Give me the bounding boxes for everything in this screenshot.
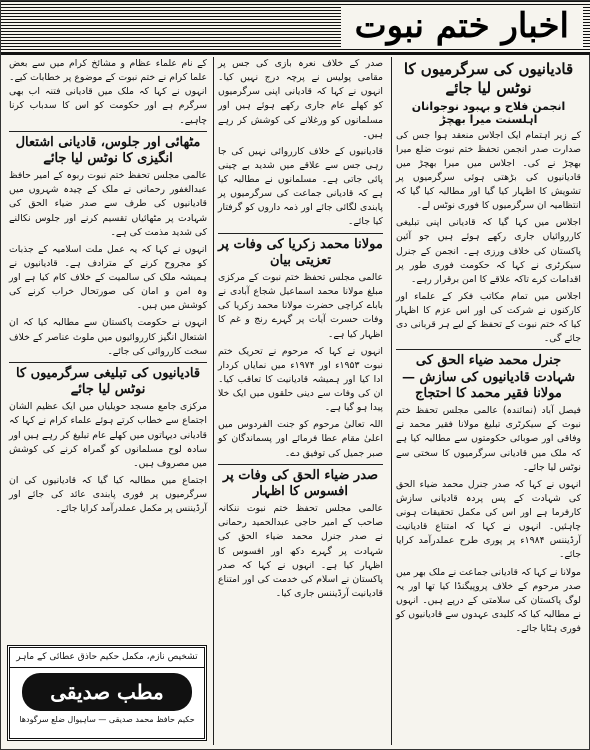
divider <box>9 131 207 132</box>
article-paragraph: اجتماع میں مطالبہ کیا گیا کہ قادیانیوں کی ان سرگرمیوں پر فوری پابندی عائد کی جائے اور آرڈیننس پر مکمل عملدرآمد کرایا جائے۔ <box>9 474 207 515</box>
right-headline-2: جنرل محمد ضیاء الحق کی شہادت قادیانیوں کی سازش — مولانا فقیر محمد کا احتجاج <box>402 353 575 401</box>
article-paragraph: عالمی مجلس تحفظ ختم نبوت ربوہ کے امیر حافظ عبدالغفور رحمانی نے ملک کے چیدہ شہروں میں قادیانیوں کی طرف سے صدر ضیاء الحق کی شہادت پر مٹھائیاں تقسیم کرنے اور جلوس نکالنے کی شدید مذمت کی ہے۔ <box>9 170 207 238</box>
article-paragraph: قادیانیوں کے خلاف کارروائی نہیں کی جا رہی جس سے علاقے میں شدید بے چینی پائی جاتی ہے۔ مسلمانوں نے مطالبہ کیا ہے کہ قادیانی جماعت کی سرگرمیوں پر پابندی لگائی جائے اور ذمہ داروں کو گرفتار کیا جائے۔ <box>218 145 383 228</box>
article-paragraph: مولانا نے کہا کہ قادیانی جماعت نے ملک بھر میں صدر مرحوم کے خلاف پروپیگنڈا کیا تھا اور یہ لوگ پاکستان کی سلامتی کے درپے ہیں۔ انہوں نے مطالبہ کیا کہ کلیدی عہدوں سے قادیانیوں کو فوری ہٹایا جائے۔ <box>396 566 581 634</box>
divider <box>218 464 383 465</box>
article-paragraph: فیصل آباد (نمائندہ) عالمی مجلس تحفظ ختم نبوت کے سیکرٹری تبلیغ مولانا فقیر محمد نے وفاقی اور صوبائی حکومتوں سے مطالبہ کیا ہے کہ ملک میں قادیانی سرگرمیوں کا سختی سے نوٹس لیا جائے۔ <box>396 405 581 473</box>
masthead-title: اخبار ختم نبوت <box>341 5 583 47</box>
ad-tagline: تشخیص نازم، مکمل حکیم حاذق عطائی کے ماہر <box>10 648 204 668</box>
article-paragraph: عالمی مجلس تحفظ ختم نبوت ننکانہ صاحب کے امیر حاجی عبدالحمید رحمانی نے صدر جنرل محمد ضیاء الحق کی شہادت پر گہرے دکھ اور افسوس کا اظہار کیا ہے۔ انہوں نے کہا کہ صدر پاکستان نے اسلام کی خدمت کی اور امتناع قادیانیت آرڈیننس جاری کیا۔ <box>218 503 383 599</box>
middle-column <box>213 57 387 745</box>
right-subhead: انجمن فلاح و بہبود نوجوانان اہلسنت میرا بھچڑ <box>411 99 566 126</box>
left-headline: مٹھائی اور جلوس، قادیانی اشتعال انگیزی کا نوٹس لیا جائے <box>15 134 201 166</box>
article-paragraph: کے نام علماء عظام و مشائخ کرام میں سے بعض علما کرام نے ختم نبوت کے موضوع پر خطابات کیے۔ انہوں نے کہا کہ ملک میں قادیانی فتنہ اب بھی سرگرم ہے اور حکومت کو اس کا سدباب کرنا چاہیے۔ <box>9 58 207 126</box>
article-paragraph: اللہ تعالیٰ مرحوم کو جنت الفردوس میں اعلیٰ مقام عطا فرمائے اور پسماندگان کو صبر جمیل کی توفیق دے۔ <box>218 419 383 459</box>
right-headline: قادیانیوں کی سرگرمیوں کا نوٹس لیا جائے <box>403 60 574 97</box>
article-paragraph: اجلاس میں تمام مکاتب فکر کے علماء اور کارکنوں نے شرکت کی اور اس عزم کا اظہار کیا کہ ختم نبوت کے تحفظ کے لیے ہر قربانی دی جائے گی۔ <box>396 290 581 345</box>
advertisement-box <box>7 645 207 741</box>
article-paragraph: عالمی مجلس تحفظ ختم نبوت کے مرکزی مبلغ مولانا محمد اسماعیل شجاع آبادی نے باباے کراچی حضرت مولانا محمد زکریا کی وفات حسرت آیات پر گہرے رنج و غم کا اظہار کیا ہے۔ <box>218 272 383 340</box>
left-column <box>5 57 211 745</box>
article-paragraph: مرکزی جامع مسجد حویلیاں میں ایک عظیم الشان اجتماع سے خطاب کرتے ہوئے علماء کرام نے کہا کہ قادیانی دیہاتوں میں کھلے عام تبلیغ کر رہے ہیں اور سادہ لوح مسلمانوں کو گمراہ کرنے کی کوشش میں مصروف ہیں۔ <box>9 401 207 469</box>
divider <box>9 362 207 363</box>
article-paragraph: اجلاس میں کہا گیا کہ قادیانی اپنی تبلیغی کارروائیاں جاری رکھے ہوئے ہیں جو آئین پاکستان کی خلاف ورزی ہے۔ انجمن کے جنرل سیکرٹری نے کہا کہ حکومت فوری طور پر اقدامات کرے تاکہ علاقے کا امن برقرار رہے۔ <box>396 217 581 285</box>
right-column <box>391 57 585 745</box>
middle-headline: مولانا محمد زکریا کی وفات پر تعزیتی بیان <box>218 236 383 268</box>
article-paragraph: انہوں نے حکومت پاکستان سے مطالبہ کیا کہ ان اشتعال انگیز کارروائیوں میں ملوث عناصر کے خلاف سخت کارروائی کی جائے۔ <box>9 317 207 357</box>
ad-logo: مطب صدیقی <box>22 673 192 711</box>
article-paragraph: کے زیر اہتمام ایک اجلاس منعقد ہوا جس کی صدارت صدر انجمن تحفظ ختم نبوت ضلع میرا بھچڑ نے کی۔ اجلاس میں میرا بھچڑ میں قادیانیوں کی بڑھتی ہوئی سرگرمیوں پر تشویش کا اظہار کیا گیا اور مطالبہ کیا گیا کہ انتظامیہ ان سرگرمیوں کا فوری نوٹس لے۔ <box>396 129 581 212</box>
article-paragraph: انہوں نے کہا کہ صدر جنرل محمد ضیاء الحق کی شہادت کے پس پردہ قادیانی سازش کارفرما ہے اور اس کی مکمل تحقیقات ہونی چاہئیں۔ انہوں نے کہا کہ امتناع قادیانیت آرڈیننس ۱۹۸۴ء پر پوری طرح عملدرآمد کرایا جائے۔ <box>396 478 581 561</box>
divider <box>218 233 383 234</box>
left-headline-2: قادیانیوں کی تبلیغی سرگرمیوں کا نوٹس لیا جائے <box>15 365 201 397</box>
article-paragraph: انہوں نے کہا کہ یہ عمل ملت اسلامیہ کے جذبات کو مجروح کرنے کے مترادف ہے۔ قادیانیوں نے ہمیشہ ملک کی سالمیت کے خلاف کام کیا ہے اور وہ امن و امان کی صورتحال خراب کرنے کی کوشش میں ہیں۔ <box>9 243 207 312</box>
columns <box>5 57 585 745</box>
article-paragraph: صدر کے خلاف نعرہ بازی کی جس پر مقامی پولیس نے پرچہ درج نہیں کیا۔ انہوں نے کہا کہ قادیانی اپنی سرگرمیوں کو کھلے عام جاری رکھے ہوئے ہیں اور مسلمانوں کو ورغلانے کی کوشش کر رہے ہیں۔ <box>218 58 383 140</box>
divider <box>396 349 581 350</box>
masthead <box>1 1 590 55</box>
article-paragraph: انہوں نے کہا کہ مرحوم نے تحریک ختم نبوت ۱۹۵۳ء اور ۱۹۷۴ء میں نمایاں کردار ادا کیا اور ہمیشہ قادیانیت کا تعاقب کیا۔ ان کی وفات سے دینی حلقوں میں ایک خلا پیدا ہو گیا ہے۔ <box>218 345 383 414</box>
ad-footer: حکیم حافظ محمد صدیقی — ساہیوال ضلع سرگودھا <box>19 714 195 724</box>
middle-headline-2: صدر ضیاء الحق کی وفات پر افسوس کا اظہار <box>222 467 379 499</box>
